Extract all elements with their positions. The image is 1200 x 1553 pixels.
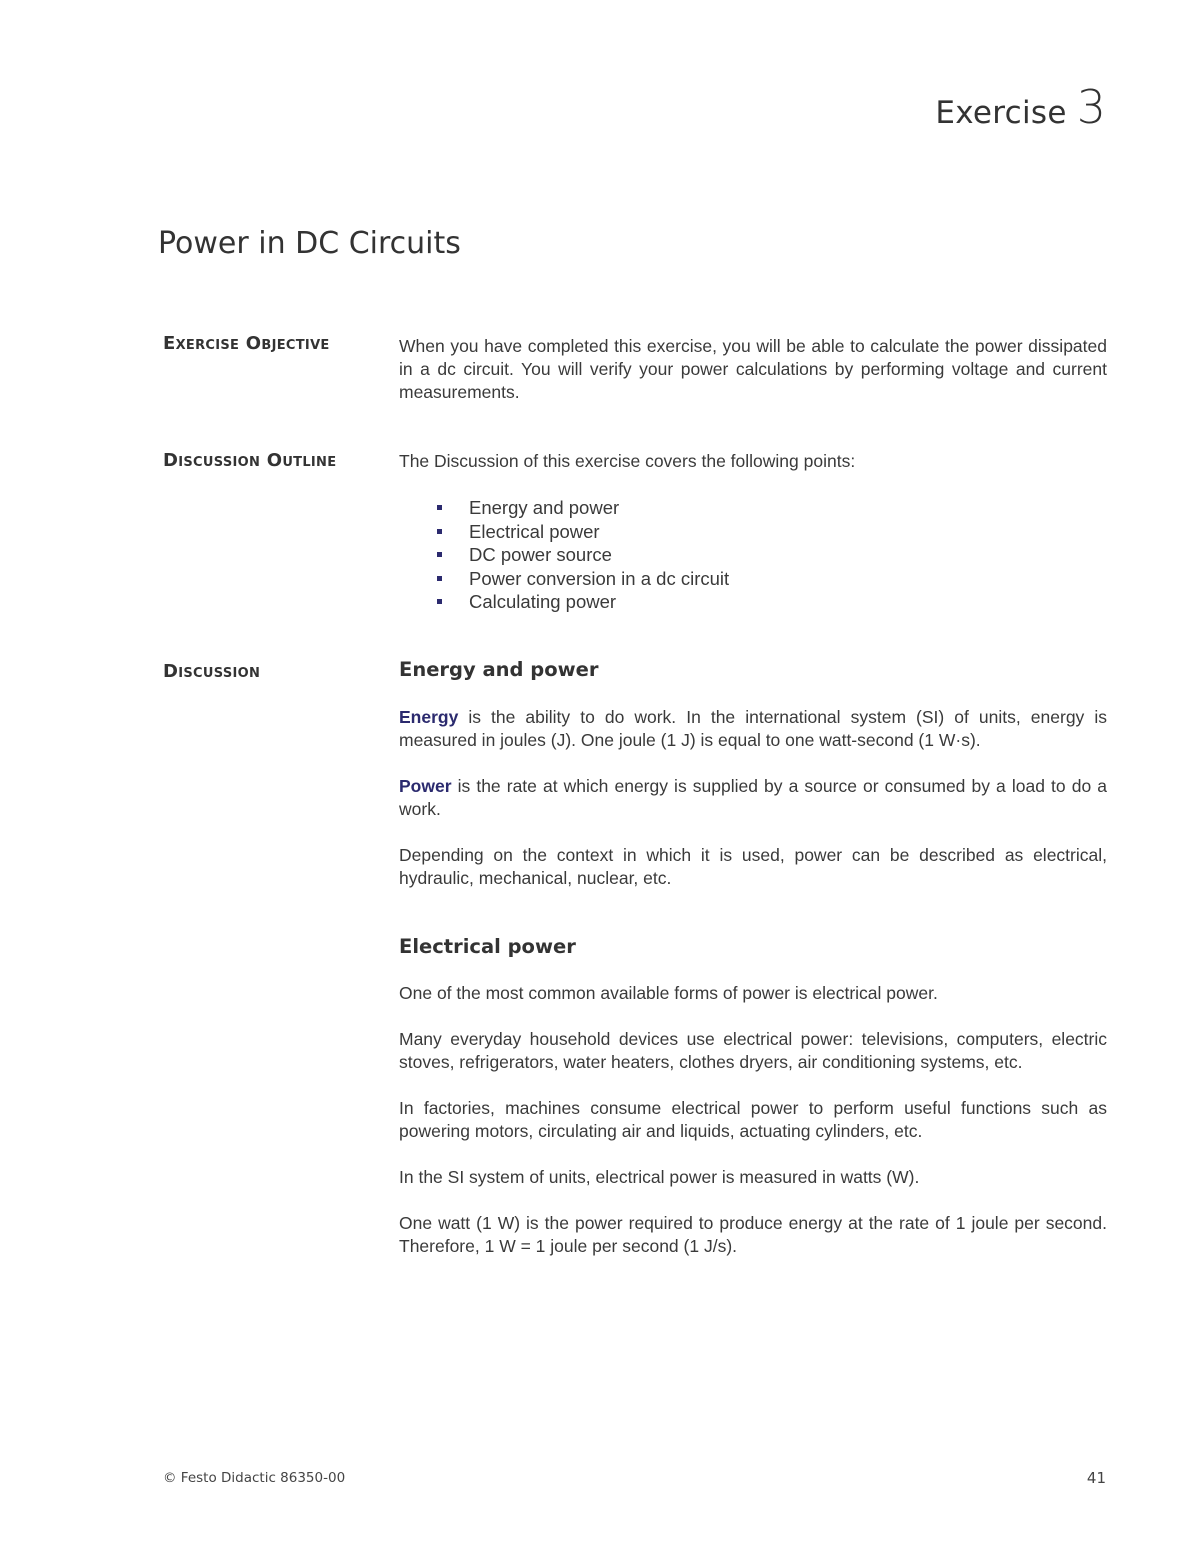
- power-term: Power: [399, 776, 452, 796]
- discussion-label: Discussion: [163, 661, 261, 682]
- electrical-paragraph-4: In the SI system of units, electrical power is measured in watts (W).: [399, 1167, 920, 1187]
- electrical-paragraph-3: In factories, machines consume electrical power to perform useful functions such as powering motors, circulating air and liquids, actuating cylinders, etc.: [399, 1098, 1107, 1141]
- outline-intro: The Discussion of this exercise covers the following points:: [399, 451, 856, 471]
- outline-item: Power conversion in a dc circuit: [399, 567, 1107, 591]
- square-bullet-icon: [437, 599, 442, 604]
- electrical-paragraph-1: One of the most common available forms of power is electrical power.: [399, 983, 938, 1003]
- exercise-label: Exercise: [935, 95, 1067, 131]
- outline-item: DC power source: [399, 543, 1107, 567]
- outline-item: Energy and power: [399, 496, 1107, 520]
- square-bullet-icon: [437, 576, 442, 581]
- page-title: Power in DC Circuits: [158, 226, 461, 261]
- electrical-power-heading: Electrical power: [399, 935, 576, 958]
- objective-content: [399, 335, 1107, 404]
- energy-power-heading: Energy and power: [399, 658, 599, 681]
- electrical-paragraph-2: Many everyday household devices use electrical power: televisions, computers, electric stoves, refrigerators, water heaters, clothes dryers, air conditioning systems, etc.: [399, 1029, 1107, 1072]
- square-bullet-icon: [437, 505, 442, 510]
- outline-item: Electrical power: [399, 520, 1107, 544]
- exercise-header: [935, 80, 1106, 134]
- power-paragraph: Power is the rate at which energy is supplied by a source or consumed by a load to do a work.: [399, 776, 1107, 819]
- discussion-content: [399, 658, 1107, 1258]
- objective-label: Exercise Objective: [163, 333, 330, 354]
- energy-paragraph: Energy is the ability to do work. In the international system (SI) of units, energy is measured in joules (J). One joule (1 J) is equal to one watt-second (1 W·s).: [399, 707, 1107, 750]
- outline-item: Calculating power: [399, 590, 1107, 614]
- square-bullet-icon: [437, 529, 442, 534]
- outline-list: [399, 496, 1107, 614]
- context-paragraph: Depending on the context in which it is used, power can be described as electrical, hydraulic, mechanical, nuclear, etc.: [399, 845, 1107, 888]
- energy-term: Energy: [399, 707, 459, 727]
- objective-text: When you have completed this exercise, you will be able to calculate the power dissipated in a dc circuit. You will verify your power calculations by performing voltage and current measurements.: [399, 336, 1107, 402]
- electrical-paragraph-5: One watt (1 W) is the power required to produce energy at the rate of 1 joule per second. Therefore, 1 W = 1 joule per second (1 J/s).: [399, 1213, 1107, 1256]
- outline-label: Discussion Outline: [163, 450, 337, 471]
- exercise-number: 3: [1076, 80, 1106, 134]
- footer-copyright: © Festo Didactic 86350-00: [163, 1470, 346, 1486]
- square-bullet-icon: [437, 552, 442, 557]
- page-number: 41: [1086, 1469, 1106, 1487]
- outline-content: [399, 450, 1107, 614]
